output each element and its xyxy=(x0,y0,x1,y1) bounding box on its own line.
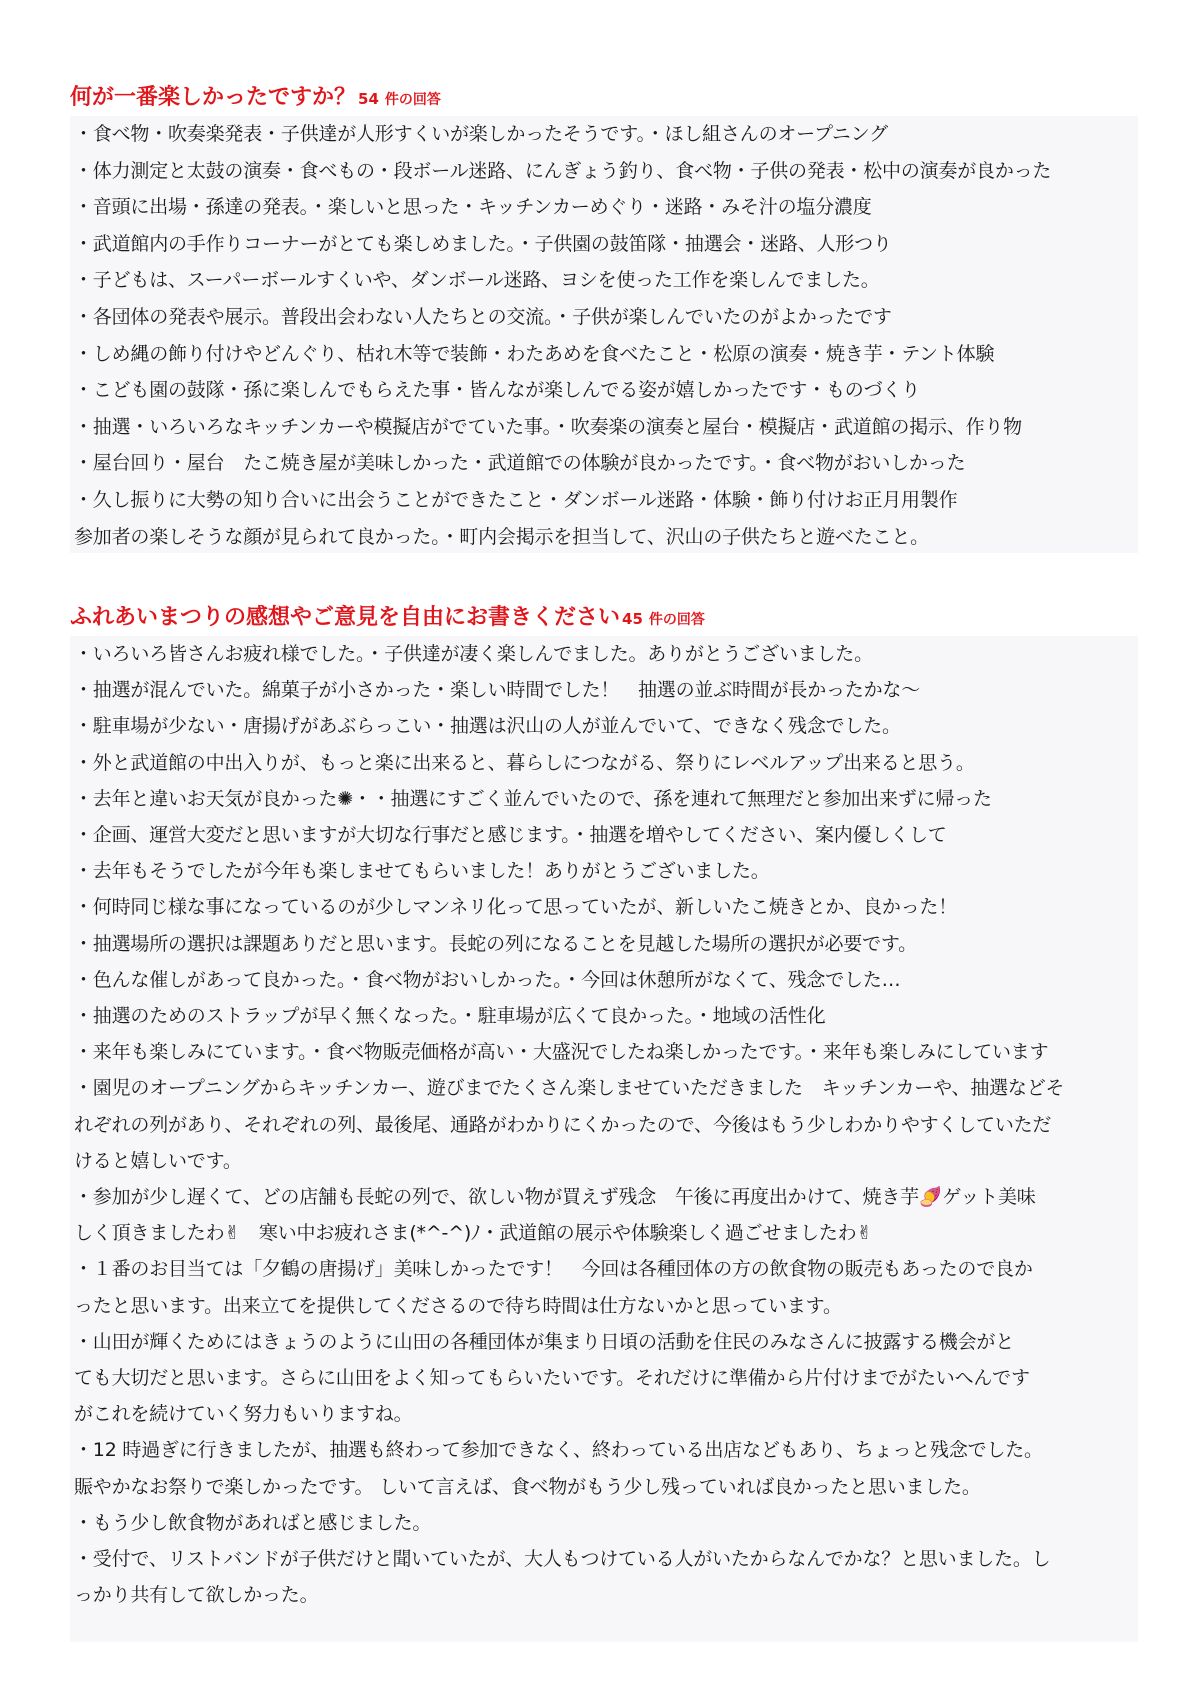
answer-line: がこれを続けていく努力もいりますね。 xyxy=(74,1403,413,1426)
section-heading xyxy=(70,600,1138,636)
response-count-suffix: 件の回答 xyxy=(648,612,705,628)
section-impressions-feedback xyxy=(70,600,1138,1642)
answer-line: ・武道館内の手作りコーナーがとても楽しめました。・子供園の鼓笛隊・抽選会・迷路、人形つり xyxy=(74,232,892,255)
answer-line: っかり共有して欲しかった。 xyxy=(74,1584,319,1607)
answer-line: ても大切だと思います。さらに山田をよく知ってもらいたいです。それだけに準備から片付けまでがたいへんです xyxy=(74,1367,1030,1390)
response-count-suffix: 件の回答 xyxy=(384,92,441,108)
answer-line: ・食べ物・吹奏楽発表・子供達が人形すくいが楽しかったそうです。・ほし組さんのオープニング xyxy=(74,123,888,145)
answer-line: ・しめ縄の飾り付けやどんぐり、枯れ木等で装飾・わたあめを食べたこと・松原の演奏・焼き芋・テント体験 xyxy=(74,342,995,365)
answer-line: ・子どもは、スーパーボールすくいや、ダンボール迷路、ヨシを使った工作を楽しんでました。 xyxy=(74,269,880,292)
answer-line: ったと思います。出来立てを提供してくださるので待ち時間は仕方ないかと思っています。 xyxy=(74,1294,842,1317)
answer-line: ・12 時過ぎに行きましたが、抽選も終わって参加できなく、終わっている出店などもあり、ちょっと残念でした。 xyxy=(74,1439,1043,1462)
answer-line: ・１番のお目当ては「夕鶴の唐揚げ」美味しかったです！ 今回は各種団体の方の飲食物の販売もあったので良か xyxy=(74,1258,1033,1281)
answer-line: 賑やかなお祭りで楽しかったです。 しいて言えば、食べ物がもう少し残っていれば良かったと思いました。 xyxy=(74,1475,981,1498)
answer-line: ・抽選場所の選択は課題ありだと思います。長蛇の列になることを見越した場所の選択が必要です。 xyxy=(74,932,917,955)
section-most-enjoyable xyxy=(70,80,1138,553)
answer-line: ・園児のオープニングからキッチンカー、遊びまでたくさん楽しませていただきました キッチンカーや、抽選などそ xyxy=(74,1077,1065,1100)
response-count: 54 xyxy=(358,90,379,108)
answer-line: ・体力測定と太鼓の演奏・食べもの・段ボール迷路、にんぎょう釣り、食べ物・子供の発表・松中の演奏が良かった xyxy=(74,159,1052,182)
answer-line: れぞれの列があり、それぞれの列、最後尾、通路がわかりにくかったので、今後はもう少しわかりやすくしていただ xyxy=(74,1113,1052,1136)
response-count: 45 xyxy=(622,610,643,628)
answer-line: 参加者の楽しそうな顔が見られて良かった。・町内会掲示を担当して、沢山の子供たちと遊べたこと。 xyxy=(74,525,929,548)
answer-line: ・何時同じ様な事になっているのが少しマンネリ化って思っていたが、新しいたこ焼きとか、良かった！ xyxy=(74,896,958,919)
answer-line: ・企画、運営大変だと思いますが大切な行事だと感じます。・抽選を増やしてください、案内優しくして xyxy=(74,824,947,847)
answer-line: けると嬉しいです。 xyxy=(74,1149,242,1172)
answer-line: ・去年もそうでしたが今年も楽しませてもらいました！ありがとうございました。 xyxy=(74,860,770,883)
answer-line: ・外と武道館の中出入りが、もっと楽に出来ると、暮らしにつながる、祭りにレベルアップ出来ると思う。 xyxy=(74,751,975,774)
answer-line: ・来年も楽しみにています。・食べ物販売価格が高い・大盛況でしたね楽しかったです。・来年も楽しみにしています xyxy=(74,1041,1049,1064)
answer-line: ・色んな催しがあって良かった。・食べ物がおいしかった。・今回は休憩所がなくて、残念でした… xyxy=(74,968,901,991)
answer-line: ・もう少し飲食物があればと感じました。 xyxy=(74,1511,432,1534)
answer-line: ・去年と違いお天気が良かった✺・・抽選にすごく並んでいたので、孫を連れて無理だと参加出来ずに帰った xyxy=(74,787,992,810)
answer-line: しく頂きましたわ✌ 寒い中お疲れさま(*^-^)ﾉ・武道館の展示や体験楽しく過ごせましたわ✌ xyxy=(74,1222,873,1245)
answer-line: ・こども園の鼓隊・孫に楽しんでもらえた事・皆んなが楽しんでる姿が嬉しかったです・ものづくり xyxy=(74,379,921,402)
answers-box xyxy=(70,636,1138,1642)
answer-line: ・抽選が混んでいた。綿菓子が小さかった・楽しい時間でした！ 抽選の並ぶ時間が長かったかな～ xyxy=(74,679,921,702)
answer-line: ・抽選のためのストラップが早く無くなった。・駐車場が広くて良かった。・地域の活性化 xyxy=(74,1005,826,1028)
section-heading xyxy=(70,80,1138,116)
answer-line: ・音頭に出場・孫達の発表。・楽しいと思った・キッチンカーめぐり・迷路・みそ汁の塩分濃度 xyxy=(74,196,872,219)
answer-line: ・抽選・いろいろなキッチンカーや模擬店がでていた事。・吹奏楽の演奏と屋台・模擬店・武道館の掲示、作り物 xyxy=(74,415,1022,438)
answer-line: ・山田が輝くためにはきょうのように山田の各種団体が集まり日頃の活動を住民のみなさんに披露する機会がと xyxy=(74,1330,1015,1353)
section-title: ふれあいまつりの感想やご意見を自由にお書きください xyxy=(70,605,621,630)
answer-line: ・受付で、リストバンドが子供だけと聞いていたが、大人もつけている人がいたからなんでかな？と思いました。し xyxy=(74,1548,1051,1571)
answer-line: ・駐車場が少ない・唐揚げがあぶらっこい・抽選は沢山の人が並んでいて、できなく残念でした。 xyxy=(74,715,901,738)
answer-line: ・いろいろ皆さんお疲れ様でした。・子供達が凄く楽しんでました。ありがとうございました。 xyxy=(74,643,873,665)
section-title: 何が一番楽しかったですか？ xyxy=(70,85,357,110)
answer-line: ・参加が少し遅くて、どの店舗も長蛇の列で、欲しい物が買えず残念 午後に再度出かけて、焼き芋🍠ゲット美味 xyxy=(74,1186,1036,1209)
answer-line: ・屋台回り・屋台 たこ焼き屋が美味しかった・武道館での体験が良かったです。・食べ物がおいしかった xyxy=(74,452,966,475)
answer-line: ・久し振りに大勢の知り合いに出会うことができたこと・ダンボール迷路・体験・飾り付けお正月用製作 xyxy=(74,488,958,511)
answer-line: ・各団体の発表や展示。普段出会わない人たちとの交流。・子供が楽しんでいたのがよかったです xyxy=(74,305,892,328)
answers-box xyxy=(70,116,1138,553)
